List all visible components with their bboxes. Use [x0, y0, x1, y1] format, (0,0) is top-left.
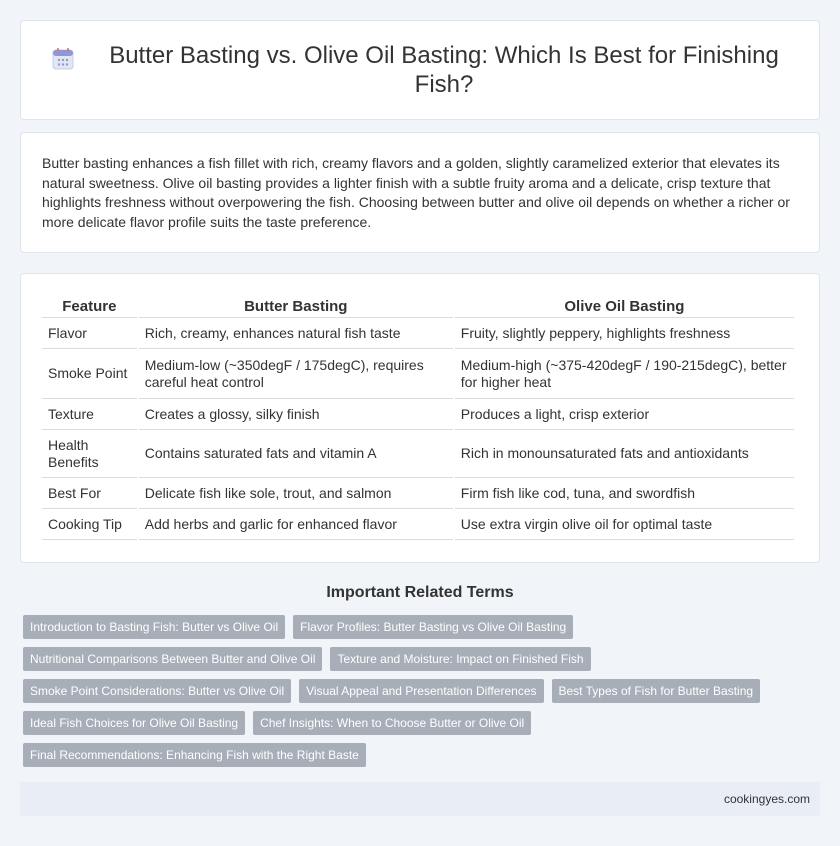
row-feature: Flavor [42, 318, 137, 349]
row-olive-oil: Produces a light, crisp exterior [455, 399, 794, 430]
intro-card [20, 132, 820, 253]
tag-link[interactable]: Best Types of Fish for Butter Basting [552, 679, 761, 703]
footer-site-link[interactable]: cookingyes.com [723, 792, 810, 806]
row-olive-oil: Medium-high (~375-420degF / 190-215degC), better for higher heat [455, 349, 794, 399]
header-butter-basting: Butter Basting [139, 293, 453, 318]
row-butter: Delicate fish like sole, trout, and salmon [139, 478, 453, 509]
table-header-row [42, 293, 794, 318]
tag-link[interactable]: Smoke Point Considerations: Butter vs Olive Oil [23, 679, 291, 703]
related-terms-tags [23, 615, 823, 775]
tag-link[interactable]: Ideal Fish Choices for Olive Oil Basting [23, 711, 245, 735]
row-butter: Contains saturated fats and vitamin A [139, 430, 453, 478]
row-olive-oil: Use extra virgin olive oil for optimal taste [455, 509, 794, 540]
row-butter: Creates a glossy, silky finish [139, 399, 453, 430]
row-butter: Rich, creamy, enhances natural fish taste [139, 318, 453, 349]
header-card [20, 20, 820, 120]
intro-text: Butter basting enhances a fish fillet with rich, creamy flavors and a golden, slightly caramelized exterior that elevates its natural sweetness. Olive oil basting provides a lighter finish with a subtle fruity aroma and a delicate, crisp texture that highlights freshness without overpowering the fish. Choosing between butter and olive oil depends on whether a richer or more delicate flavor profile suits the taste preference. [42, 155, 790, 230]
table-row [42, 509, 794, 540]
footer [20, 782, 820, 816]
table-row [42, 430, 794, 478]
title-wrap [40, 41, 800, 99]
related-terms-heading: Important Related Terms [326, 584, 514, 601]
tag-link[interactable]: Final Recommendations: Enhancing Fish with the Right Baste [23, 743, 366, 767]
row-olive-oil: Fruity, slightly peppery, highlights freshness [455, 318, 794, 349]
comparison-table [40, 293, 796, 540]
row-butter: Medium-low (~350degF / 175degC), requires careful heat control [139, 349, 453, 399]
table-row [42, 318, 794, 349]
calendar-icon [51, 47, 75, 71]
table-row [42, 399, 794, 430]
row-feature: Health Benefits [42, 430, 137, 478]
tag-link[interactable]: Flavor Profiles: Butter Basting vs Olive Oil Basting [293, 615, 573, 639]
row-olive-oil: Rich in monounsaturated fats and antioxidants [455, 430, 794, 478]
row-olive-oil: Firm fish like cod, tuna, and swordfish [455, 478, 794, 509]
tag-link[interactable]: Visual Appeal and Presentation Differences [299, 679, 543, 703]
tag-link[interactable]: Introduction to Basting Fish: Butter vs Olive Oil [23, 615, 285, 639]
page-title: Butter Basting vs. Olive Oil Basting: Which Is Best for Finishing Fish? [109, 42, 779, 98]
tag-link[interactable]: Chef Insights: When to Choose Butter or Olive Oil [253, 711, 531, 735]
table-row [42, 349, 794, 399]
table-row [42, 478, 794, 509]
header-olive-oil-basting: Olive Oil Basting [455, 293, 794, 318]
tag-link[interactable]: Nutritional Comparisons Between Butter and Olive Oil [23, 647, 322, 671]
row-feature: Cooking Tip [42, 509, 137, 540]
comparison-table-card [20, 273, 820, 563]
tag-link[interactable]: Texture and Moisture: Impact on Finished Fish [330, 647, 590, 671]
row-feature: Best For [42, 478, 137, 509]
row-feature: Smoke Point [42, 349, 137, 399]
row-feature: Texture [42, 399, 137, 430]
header-feature: Feature [42, 293, 137, 318]
row-butter: Add herbs and garlic for enhanced flavor [139, 509, 453, 540]
